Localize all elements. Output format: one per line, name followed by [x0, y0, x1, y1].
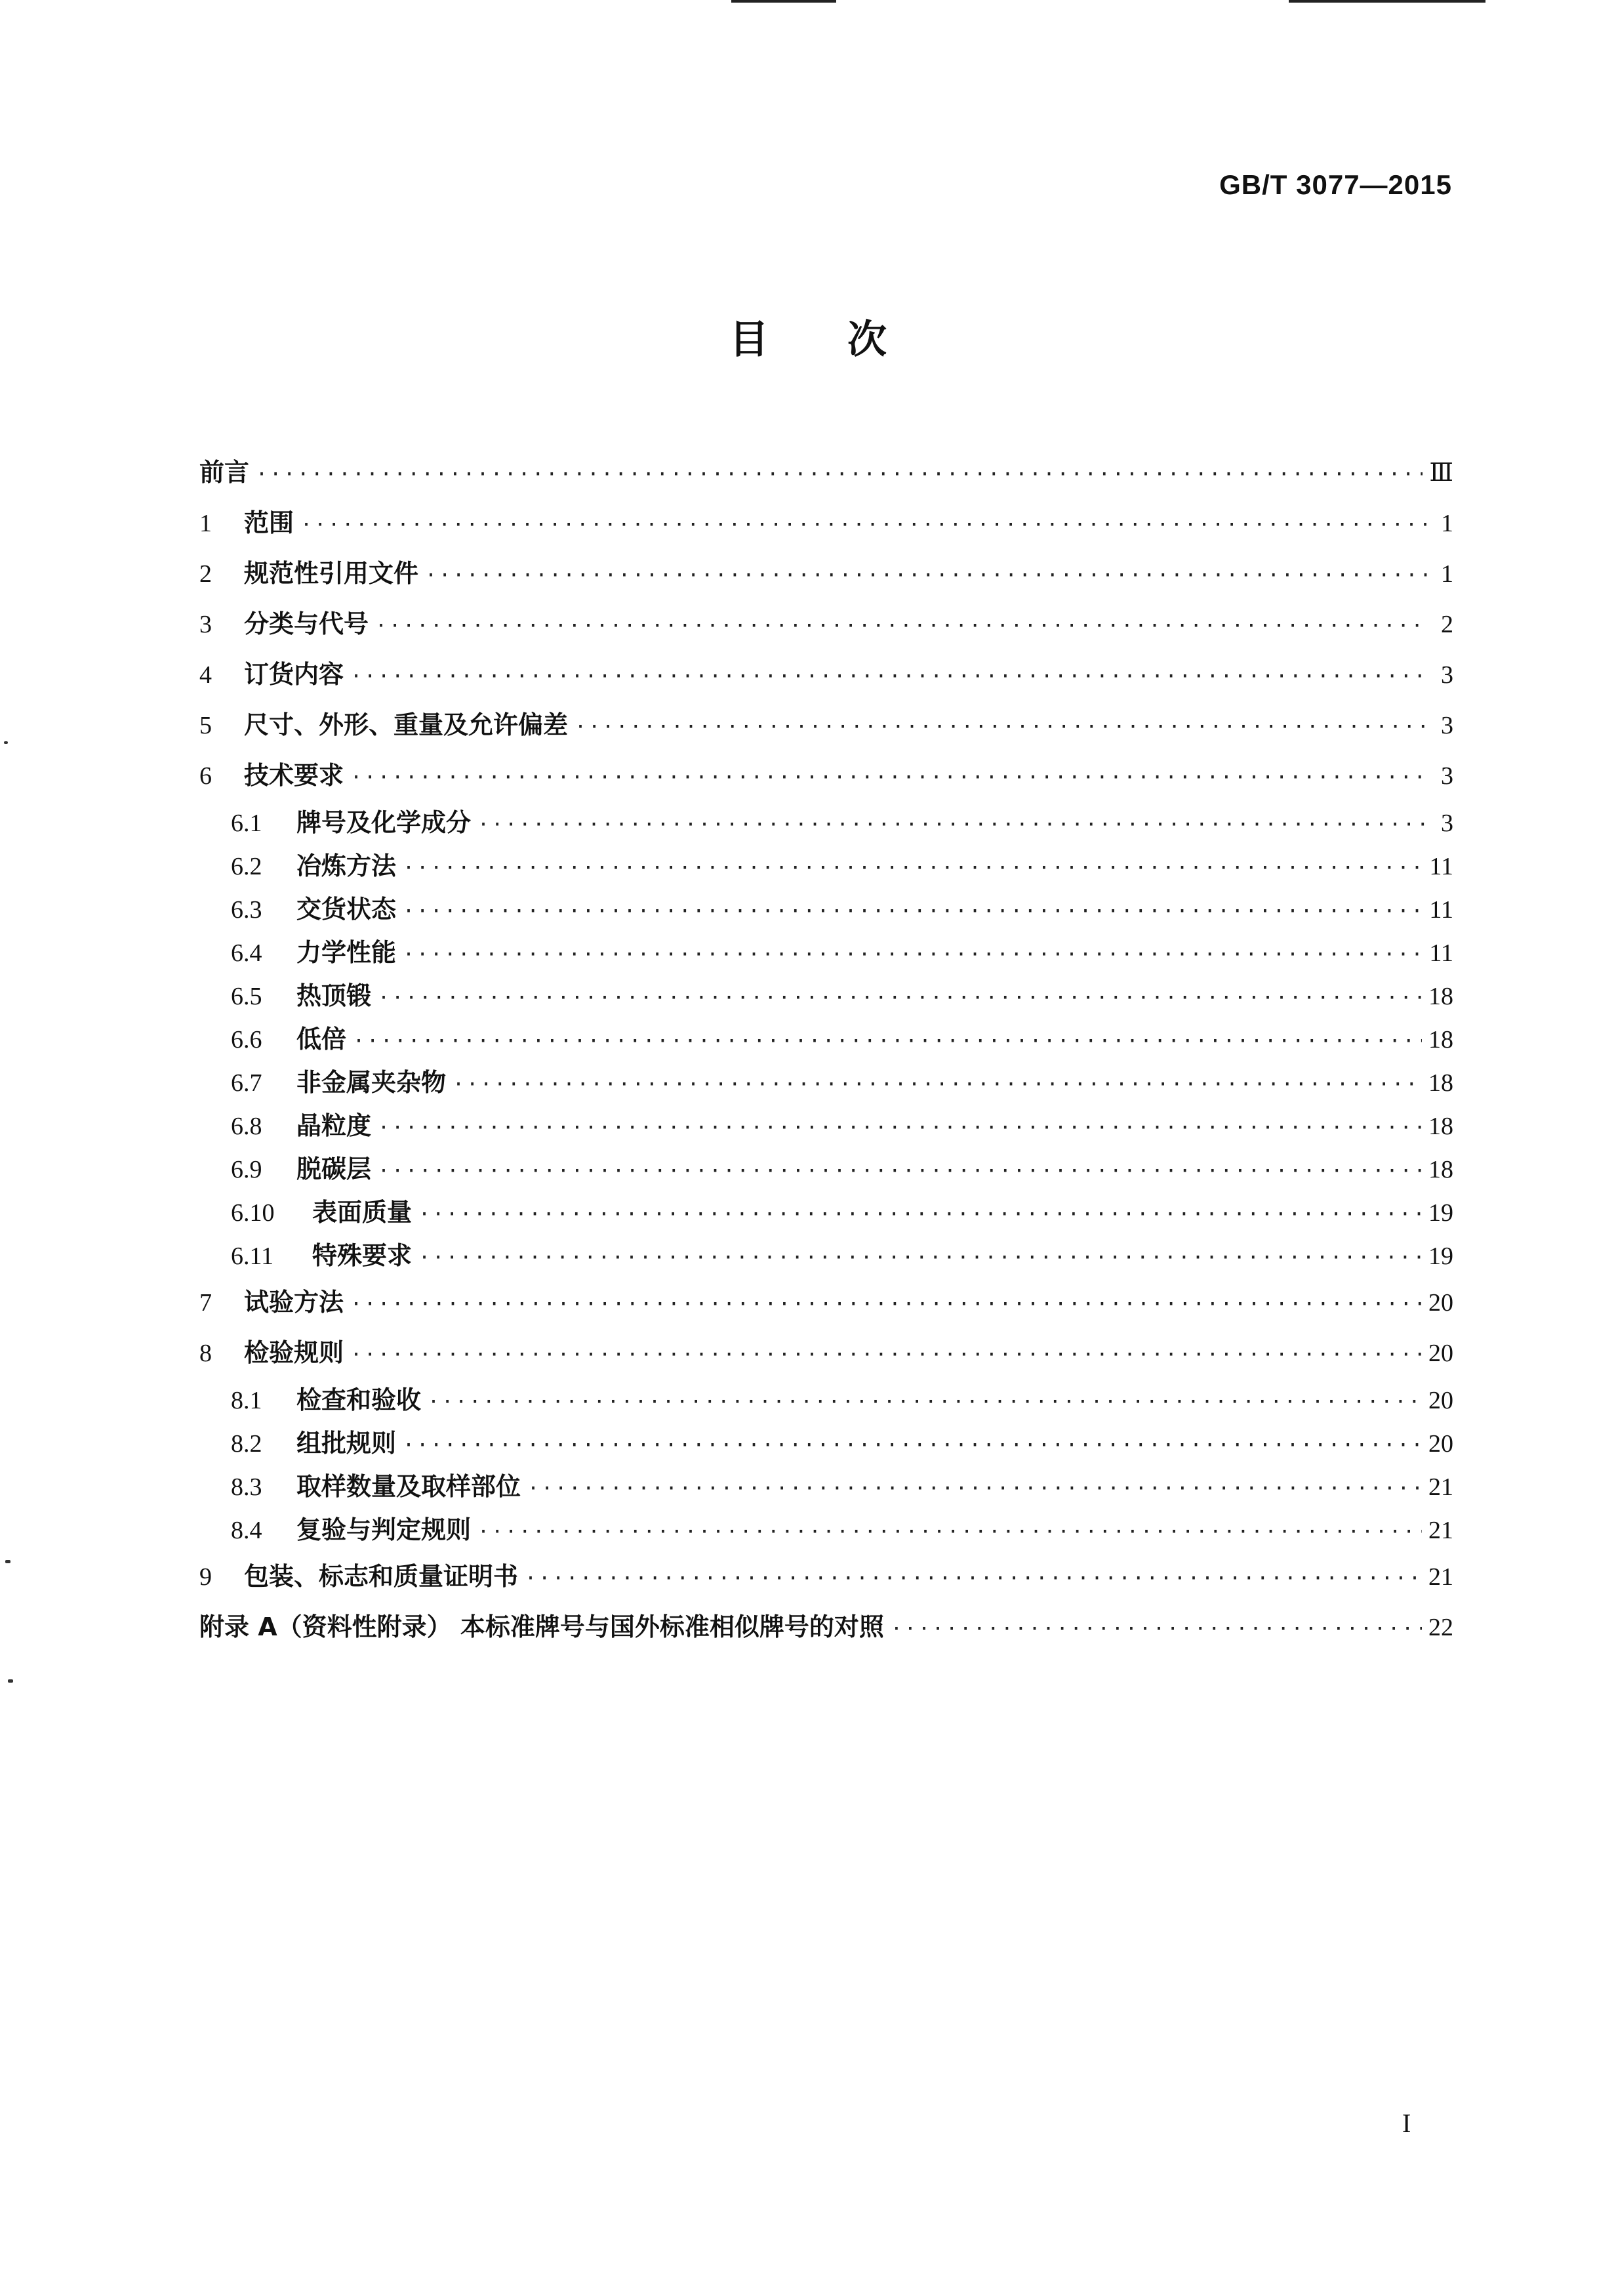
toc-entry-page: 21	[1428, 1473, 1453, 1501]
toc-entry-page: 11	[1429, 896, 1453, 924]
scan-edge-mark	[1289, 0, 1485, 3]
toc-entry-title: 订货内容	[244, 660, 344, 689]
toc-entry-page: 3	[1441, 810, 1453, 837]
toc-entry-page: 20	[1428, 1430, 1453, 1458]
toc-entry-number: 1	[199, 510, 212, 537]
toc-entry-page: 21	[1428, 1563, 1453, 1591]
toc-entry-page: 18	[1428, 1026, 1453, 1054]
page-number: I	[1402, 2108, 1411, 2138]
toc-leader-dots	[300, 500, 1427, 550]
toc-leader-dots	[453, 1063, 1422, 1107]
toc-entry-number: 8.2	[231, 1430, 262, 1458]
toc-leader-dots	[428, 1381, 1422, 1424]
toc-entry-title: 范围	[244, 508, 294, 537]
toc-leader-dots	[403, 890, 1423, 933]
toc-leader-dots	[575, 702, 1427, 752]
toc-entry[interactable]	[199, 1328, 1453, 1378]
toc-entry-title: 检验规则	[244, 1338, 344, 1367]
toc-leader-dots	[891, 1604, 1422, 1654]
toc-entry-page: 18	[1428, 1156, 1453, 1183]
toc-entry-title: 表面质量	[312, 1198, 413, 1227]
toc-entry-title: 试验方法	[244, 1288, 344, 1317]
toc-entry-title: 脱碳层	[296, 1155, 372, 1183]
toc-entry-number: 6.9	[231, 1156, 262, 1183]
toc-entry-number: 4	[199, 661, 212, 689]
toc-subentry[interactable]	[199, 888, 1453, 931]
toc-leader-dots	[353, 1020, 1422, 1063]
toc-entry-number: 6.8	[231, 1113, 262, 1140]
toc-entry-page: 11	[1429, 853, 1453, 880]
toc-entry-number: 6.11	[231, 1242, 274, 1270]
toc-leader-dots	[350, 752, 1427, 803]
toc-leader-dots	[378, 1107, 1422, 1150]
toc-entry-number: 6.1	[231, 810, 262, 837]
toc-entry-title: 交货状态	[296, 895, 397, 924]
toc-entry-title: 技术要求	[244, 761, 344, 790]
toc-entry-number: 6.5	[231, 983, 262, 1010]
toc-entry-number: 2	[199, 560, 212, 588]
toc-entry-title: 热顶锻	[296, 981, 372, 1010]
toc-entry-page: 20	[1428, 1340, 1453, 1367]
scan-speck	[5, 1560, 10, 1563]
toc-entry-page: 2	[1441, 611, 1453, 638]
toc-subentry[interactable]	[199, 1234, 1453, 1277]
toc-entry-number: 6.3	[231, 896, 262, 924]
toc-subentry[interactable]	[199, 1017, 1453, 1061]
toc-subentry[interactable]	[199, 931, 1453, 974]
document-code: GB/T 3077—2015	[1219, 169, 1452, 200]
toc-entry-number: 8.4	[231, 1517, 262, 1544]
toc-leader-dots	[350, 1330, 1422, 1380]
toc-subentry[interactable]	[199, 1378, 1453, 1422]
toc-leader-dots	[477, 1511, 1422, 1554]
toc-entry-title: 规范性引用文件	[244, 559, 419, 588]
toc-leader-dots	[256, 449, 1423, 500]
toc-entry-title: 冶炼方法	[296, 851, 397, 880]
toc-leader-dots	[418, 1237, 1422, 1280]
toc-entry-number: 6.2	[231, 853, 262, 880]
toc-entry-title: 包装、标志和质量证明书	[244, 1562, 519, 1591]
toc-entry-title: 特殊要求	[312, 1241, 413, 1270]
toc-entry[interactable]	[199, 498, 1453, 548]
toc-entry-number: 8.3	[231, 1473, 262, 1501]
toc-leader-dots	[350, 1279, 1422, 1330]
toc-entry-number: 6.4	[231, 939, 262, 967]
toc-entry-page: 22	[1428, 1614, 1453, 1641]
toc-leader-dots	[403, 1424, 1422, 1467]
toc-subentry[interactable]	[199, 1508, 1453, 1551]
toc-subentry[interactable]	[199, 1422, 1453, 1465]
toc-entry-title: 附录 A（资料性附录） 本标准牌号与国外标准相似牌号的对照	[199, 1612, 884, 1641]
toc-entry-page: 1	[1441, 560, 1453, 588]
scan-speck	[8, 1679, 13, 1683]
toc-entry[interactable]	[199, 649, 1453, 700]
toc-leader-dots	[378, 977, 1422, 1020]
scan-speck	[4, 741, 8, 744]
toc-entry-page: 3	[1441, 661, 1453, 689]
toc-entry-page: 18	[1428, 983, 1453, 1010]
toc-entry-title: 分类与代号	[244, 609, 369, 638]
toc-entry-number: 6.6	[231, 1026, 262, 1054]
page-title: 目次	[729, 317, 965, 363]
toc-leader-dots	[403, 847, 1423, 890]
toc-entry-number: 9	[199, 1563, 212, 1591]
toc-leader-dots	[378, 1150, 1422, 1193]
toc-leader-dots	[477, 804, 1427, 847]
toc-entry-page: 1	[1441, 510, 1453, 537]
toc-entry-page: 3	[1441, 762, 1453, 790]
toc-subentry[interactable]	[199, 1191, 1453, 1234]
toc-entry-number: 8	[199, 1340, 212, 1367]
toc-subentry[interactable]	[199, 1104, 1453, 1147]
toc-entry-number: 3	[199, 611, 212, 638]
toc-entry-page: 20	[1428, 1387, 1453, 1414]
toc-subentry[interactable]	[199, 1465, 1453, 1508]
toc-entry-title: 非金属夹杂物	[296, 1068, 447, 1097]
toc-entry-page: 18	[1428, 1069, 1453, 1097]
toc-leader-dots	[350, 651, 1427, 702]
toc-entry-title: 力学性能	[296, 938, 397, 967]
toc-entry-number: 8.1	[231, 1387, 262, 1414]
toc-entry-title: 组批规则	[296, 1429, 397, 1458]
toc-entry-number: 5	[199, 712, 212, 739]
toc-subentry[interactable]	[199, 1061, 1453, 1104]
toc-entry-page: 21	[1428, 1517, 1453, 1544]
toc-entry-page: 3	[1441, 712, 1453, 739]
toc-leader-dots	[525, 1553, 1422, 1604]
toc-entry[interactable]	[199, 1551, 1453, 1602]
toc-entry-title: 取样数量及取样部位	[296, 1472, 521, 1501]
toc-leader-dots	[527, 1467, 1422, 1511]
table-of-contents	[199, 447, 1453, 1652]
toc-entry-title: 复验与判定规则	[296, 1515, 472, 1544]
toc-subentry[interactable]	[199, 844, 1453, 888]
toc-entry[interactable]	[199, 700, 1453, 750]
toc-entry-page: 19	[1428, 1242, 1453, 1270]
toc-entry-page: 19	[1428, 1199, 1453, 1227]
toc-leader-dots	[418, 1193, 1422, 1237]
toc-subentry[interactable]	[199, 1147, 1453, 1191]
toc-entry[interactable]	[199, 750, 1453, 801]
toc-entry-title: 低倍	[296, 1025, 347, 1054]
toc-entry-number: 6	[199, 762, 212, 790]
toc-entry-title: 晶粒度	[296, 1111, 372, 1140]
toc-leader-dots	[375, 601, 1427, 651]
toc-entry[interactable]	[199, 599, 1453, 649]
toc-entry-number: 7	[199, 1289, 212, 1317]
toc-entry-number: 6.10	[231, 1199, 275, 1227]
scan-edge-mark	[731, 0, 836, 3]
toc-leader-dots	[403, 933, 1423, 977]
toc-entry[interactable]	[199, 1602, 1453, 1652]
toc-entry-title: 牌号及化学成分	[296, 808, 472, 837]
toc-entry-page: 18	[1428, 1113, 1453, 1140]
toc-entry-number: 6.7	[231, 1069, 262, 1097]
toc-entry[interactable]	[199, 1277, 1453, 1328]
toc-entry-title: 检查和验收	[296, 1385, 422, 1414]
toc-entry-page: 11	[1429, 939, 1453, 967]
toc-subentry[interactable]	[199, 974, 1453, 1017]
toc-entry[interactable]	[199, 447, 1453, 498]
toc-entry-title: 尺寸、外形、重量及允许偏差	[244, 710, 569, 739]
toc-entry-page: Ⅲ	[1429, 459, 1453, 487]
toc-subentry[interactable]	[199, 801, 1453, 844]
toc-entry[interactable]	[199, 548, 1453, 599]
toc-entry-page: 20	[1428, 1289, 1453, 1317]
toc-entry-title: 前言	[199, 458, 250, 487]
toc-leader-dots	[425, 550, 1427, 601]
